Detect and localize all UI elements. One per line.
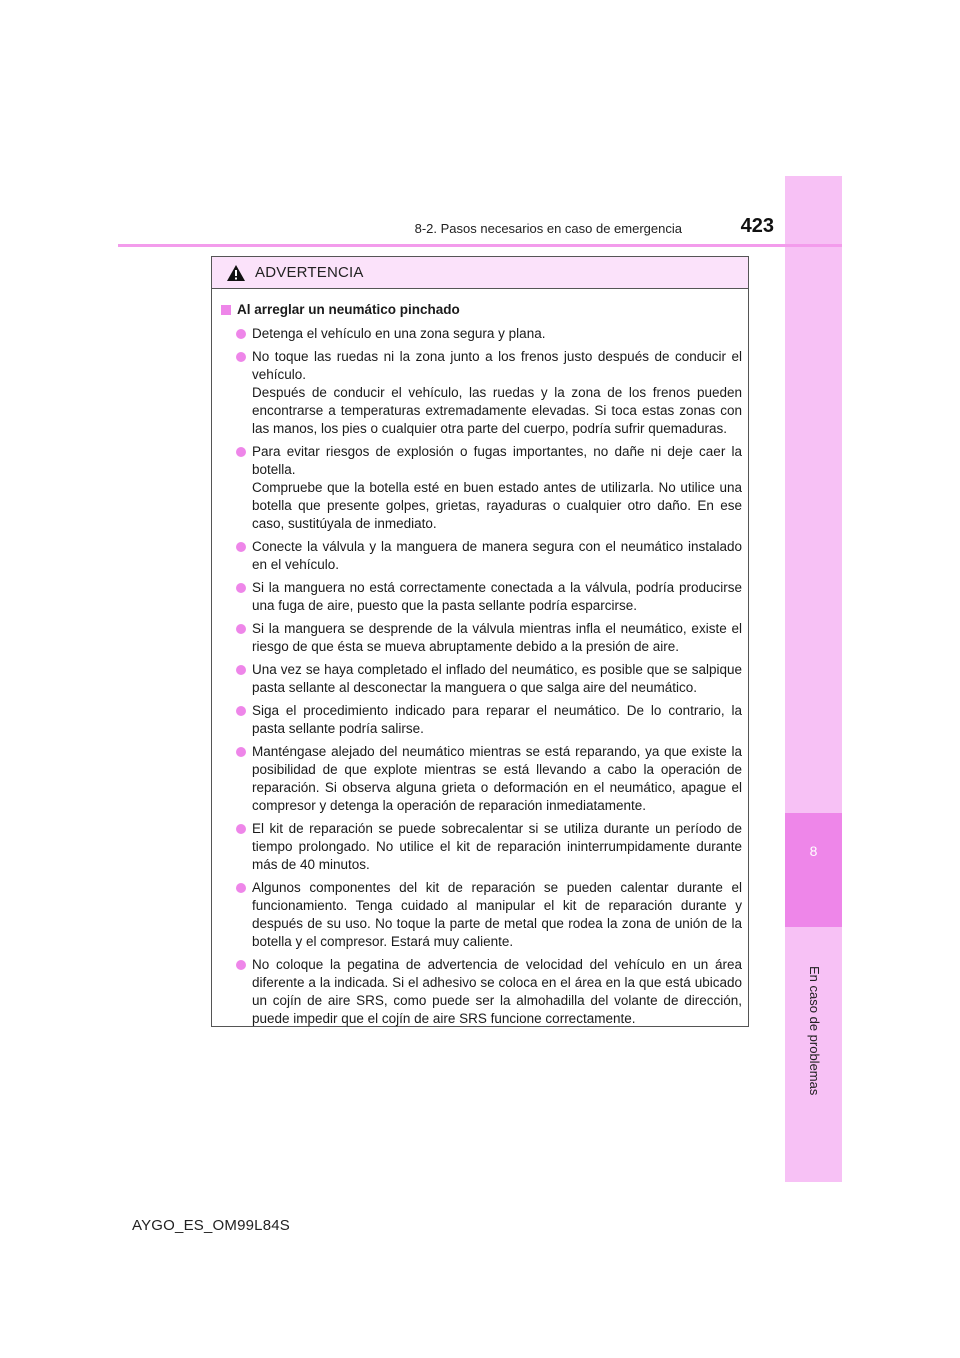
warning-section-title-text: Al arreglar un neumático pinchado: [237, 302, 460, 317]
warning-item-text: Si la manguera no está correctamente conectada a la válvula, podría producirse una fuga de aire, puesto que la pasta sellante podría esparcirse.: [252, 580, 742, 613]
page-number: 423: [740, 215, 774, 237]
chapter-side-tab: [785, 176, 842, 1182]
warning-triangle-icon: [226, 264, 246, 282]
round-bullet-icon: [236, 352, 246, 362]
chapter-number-tab: [785, 813, 842, 927]
warning-item: [221, 879, 742, 951]
document-code: AYGO_ES_OM99L84S: [132, 1217, 291, 1234]
warning-item: [221, 956, 742, 1028]
round-bullet-icon: [236, 583, 246, 593]
round-bullet-icon: [236, 624, 246, 634]
header-rule: [118, 244, 842, 247]
warning-item-text: Detenga el vehículo en una zona segura y plana.: [252, 326, 546, 341]
round-bullet-icon: [236, 960, 246, 970]
warning-section-title: [221, 301, 742, 319]
warning-item: [221, 538, 742, 574]
warning-item: [221, 661, 742, 697]
warning-item-text: Siga el procedimiento indicado para reparar el neumático. De lo contrario, la pasta sellante podría salirse.: [252, 703, 742, 736]
warning-item-text: No coloque la pegatina de advertencia de velocidad del vehículo en un área diferente a la indicada. Si el adhesivo se coloca en el área en la que está ubicado un cojín de aire SRS, como puede ser la almohadilla del volante de dirección, puede impedir que el cojín de aire SRS funcione correctamente.: [252, 957, 742, 1026]
warning-item-text: Algunos componentes del kit de reparación se pueden calentar durante el funcionamiento. Tenga cuidado al manipular el kit de reparación durante y después de su uso. No toque la parte de metal que rodea la zona de unión de la botella y el compresor. Estará muy caliente.: [252, 880, 742, 949]
round-bullet-icon: [236, 329, 246, 339]
warning-body: [212, 289, 748, 1028]
round-bullet-icon: [236, 824, 246, 834]
warning-item-text: Después de conducir el vehículo, las ruedas y la zona de los frenos pueden encontrarse a temperaturas extremadamente elevadas. Si toca estas zonas con las manos, los pies o cualquier otra parte del cuerpo, podría sufrir quemaduras.: [252, 385, 742, 436]
square-bullet-icon: [221, 305, 231, 315]
warning-item: [221, 579, 742, 615]
warning-item-text: Compruebe que la botella esté en buen estado antes de utilizarla. No utilice una botella que presente golpes, grietas, rayaduras o cualquier otro daño. En ese caso, sustitúyala de inmediato.: [252, 480, 742, 531]
round-bullet-icon: [236, 883, 246, 893]
warning-header: [212, 257, 748, 289]
round-bullet-icon: [236, 665, 246, 675]
warning-item: [221, 620, 742, 656]
warning-item-text: Conecte la válvula y la manguera de manera segura con el neumático instalado en el vehículo.: [252, 539, 742, 572]
chapter-number: 8: [809, 843, 818, 859]
warning-item-text: No toque las ruedas ni la zona junto a los frenos justo después de conducir el vehículo.: [252, 349, 742, 382]
warning-item: [221, 348, 742, 438]
round-bullet-icon: [236, 747, 246, 757]
warning-title: ADVERTENCIA: [255, 264, 364, 281]
warning-item: [221, 702, 742, 738]
warning-item-text: Si la manguera se desprende de la válvula mientras infla el neumático, existe el riesgo de que ésta se mueva abruptamente debido a la presión de aire.: [252, 621, 742, 654]
round-bullet-icon: [236, 706, 246, 716]
warning-item: [221, 743, 742, 815]
warning-item-text: El kit de reparación se puede sobrecalentar si se utiliza durante un período de tiempo prolongado. No utilice el kit de reparación ininterrumpidamente durante más de 40 minutos.: [252, 821, 742, 872]
warning-item: [221, 820, 742, 874]
chapter-title-vertical: En caso de problemas: [807, 966, 822, 1096]
warning-item-text: Para evitar riesgos de explosión o fugas importantes, no dañe ni deje caer la botella.: [252, 444, 742, 477]
warning-item: [221, 443, 742, 533]
round-bullet-icon: [236, 447, 246, 457]
warning-item-text: Una vez se haya completado el inflado del neumático, es posible que se salpique pasta sellante al desconectar la manguera o que salga aire del neumático.: [252, 662, 742, 695]
section-header-title: 8-2. Pasos necesarios en caso de emergencia: [414, 221, 682, 236]
warning-item-list: [221, 325, 742, 1028]
warning-item: [221, 325, 742, 343]
round-bullet-icon: [236, 542, 246, 552]
warning-item-text: Manténgase alejado del neumático mientras se está reparando, ya que existe la posibilidad de que explote mientras se está llevando a cabo la operación de reparación. Si observa alguna grieta o deformación en el neumático, apague el compresor y detenga la operación de reparación inmediatamente.: [252, 744, 742, 813]
warning-box: [211, 256, 749, 1027]
